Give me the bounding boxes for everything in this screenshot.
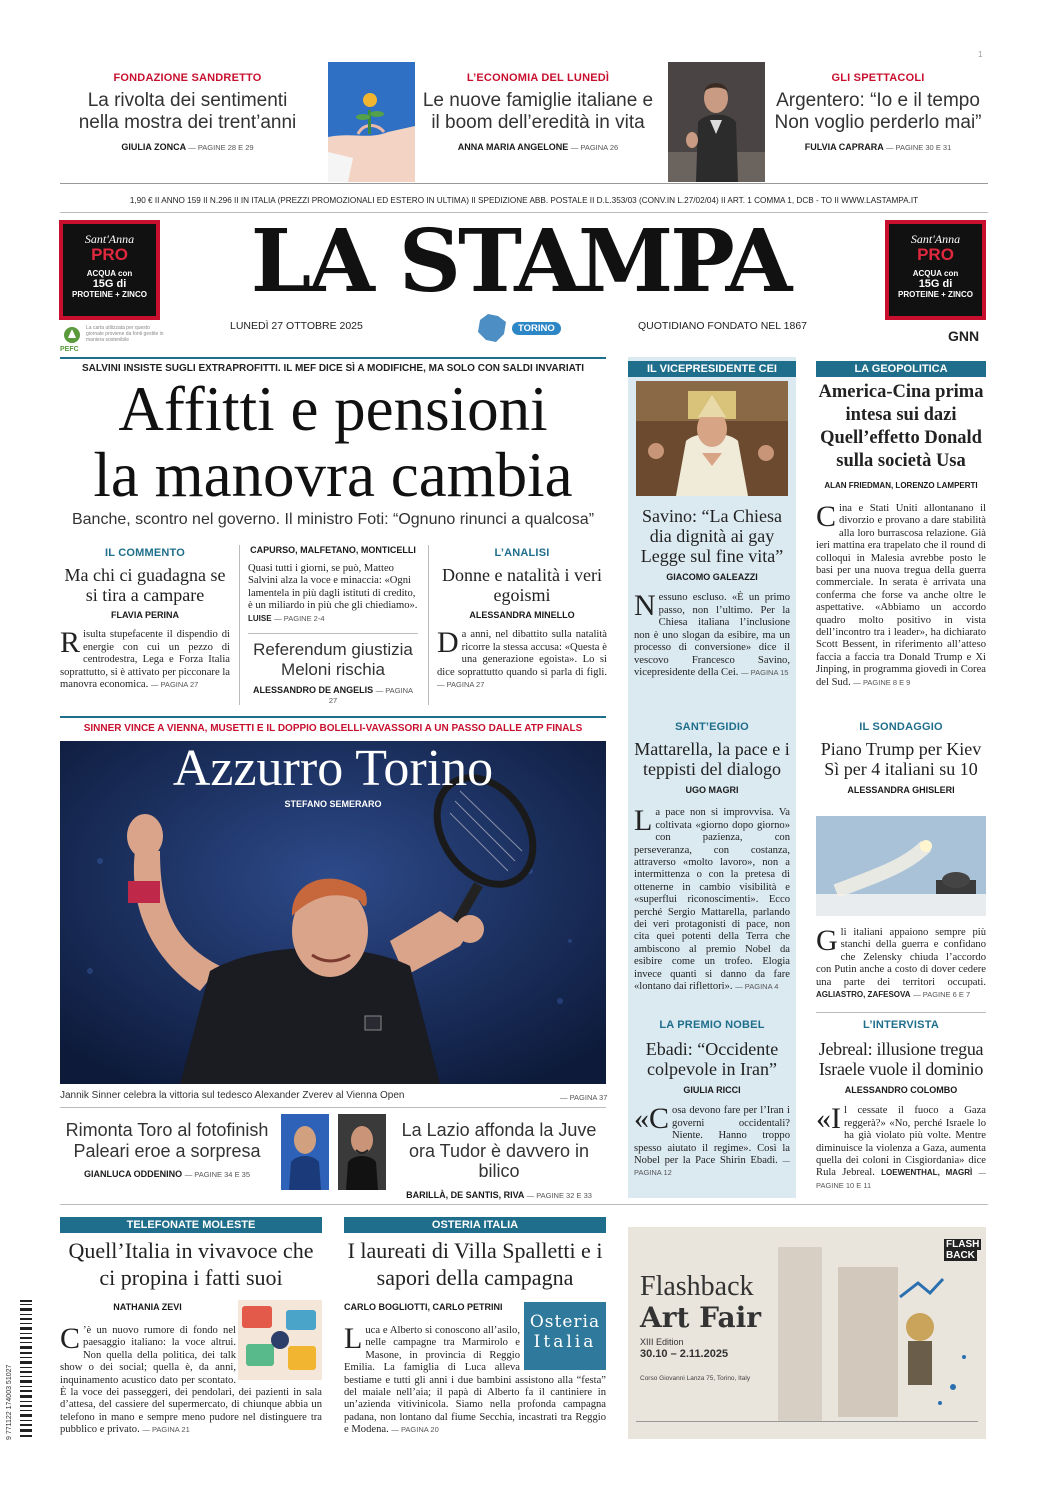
barcode-number: 9 771122 174003 51027 (6, 1364, 13, 1440)
cei-body: Nessuno escluso. «È un primo passo, non l’ultimo. Per la Chiesa italiana l’inclusione non è uno slogan da esibire, ma un processo di conversione» dice il vescovo Francesco Savino, vicepresidente della Cei. — PAGINA 15 (634, 589, 790, 678)
drop-cap: C (816, 500, 837, 533)
geo-story[interactable] (816, 381, 986, 689)
intervista-kicker: L’INTERVISTA (863, 1019, 939, 1031)
flashback-ad[interactable] (628, 1227, 986, 1439)
sondaggio-kicker: IL SONDAGGIO (859, 721, 943, 733)
gnn-logo: GNN (948, 328, 980, 344)
divider (248, 633, 418, 634)
geo-byline: ALAN FRIEDMAN, LORENZO LAMPERTI (824, 481, 978, 490)
egidio-byline: UGO MAGRI (685, 785, 739, 796)
ad-line1: ACQUA con (86, 269, 133, 278)
promo-center-kicker: L’ECONOMIA DEL LUNEDÌ (466, 72, 610, 84)
cei-byline: GIACOMO GALEAZZI (666, 572, 758, 583)
geo-title: America-Cina prima intesa sui dazi Quell’effetto Donald sulla società Usa (818, 382, 984, 471)
sport-byline: STEFANO SEMERARO (284, 799, 382, 809)
drop-cap: N (634, 589, 656, 623)
intervista-body: «Il cessate il fuoco a Gaza reggerà?» «No, perché Israele lo ha già violato più volte. Mentre diminuisce la violenza a Gaza, aumenta quella dei coloni in Cisgiordania» dice Rula Jebreal. LOEWENTHAL, MAGRÌ — PAGINE 10 E 11 (816, 1102, 986, 1190)
osteria-logo-line1: Osteria (529, 1312, 601, 1332)
col-divider (428, 545, 429, 705)
center-byline: CAPURSO, MALFETANO, MONTICELLI (250, 545, 416, 555)
analisi-byline: ALESSANDRA MINELLO (469, 610, 575, 621)
juve-byline: BARILLÀ, DE SANTIS, RIVA — PAGINE 32 E 33 (406, 1190, 592, 1201)
savino-photo[interactable] (636, 381, 788, 496)
analisi-body: Da anni, nel dibattito sulla natalità ricorre la stessa accusa: «Questa è una generazione egoista». Lo si dice soprattutto quando si parla di figli. — PAGINA 27 (437, 626, 607, 689)
cei-story[interactable] (634, 506, 790, 679)
top-rule (60, 183, 988, 184)
analisi[interactable] (437, 547, 607, 691)
founded: QUOTIDIANO FONDATO NEL 1867 (638, 320, 808, 332)
commento-body: Risulta stupefacente il dispendio di energie con cui un pezzo di centrodestra, Lega e Forza Italia soprattutto, si è attivato per picconare la manovra economica. — PAGINA 27 (60, 626, 230, 690)
sondaggio-body-wrap (816, 924, 986, 1001)
intervista-story[interactable] (816, 1019, 986, 1192)
ad-line3: PROTEINE + ZINCO (72, 290, 147, 299)
promo-right-title: Argentero: “Io e il tempo Non voglio perderlo mai” (774, 90, 982, 133)
referendum-title[interactable]: Referendum giustizia Meloni rischia (253, 640, 413, 679)
flashback-address: Corso Giovanni Lanza 75, Torino, Italy (640, 1375, 751, 1382)
promo-center-byline: ANNA MARIA ANGELONE — PAGINA 26 (457, 141, 619, 152)
osteria-bar: OSTERIA ITALIA (344, 1217, 606, 1233)
promo-left-image (328, 62, 415, 182)
nobel-body: «Cosa devono fare per l’Iran i governi occidentali? Niente. Hanno troppo spesso aiutato il regime». Così la Nobel per la Pace Shirin Ebadi. — PAGINA 12 (634, 1102, 790, 1178)
drop-cap: D (437, 626, 459, 660)
intervista-byline: ALESSANDRO COLOMBO (844, 1085, 958, 1096)
flashback-logo-2: BACK (946, 1250, 975, 1261)
info-line: 1,90 € II ANNO 159 II N.296 II IN ITALIA (PREZZI PROMOZIONALI ED ESTERO IN ULTIMA) II SPEDIZIONE ABB. POSTALE II D.L.353/03 (CONV.IN L.27/02/04) II ART. 1 COMMA 1, DCB - TO II WWW.LASTAMPA.IT (129, 196, 919, 205)
sport-page: — PAGINA 37 (560, 1093, 608, 1102)
toro-byline: GIANLUCA ODDENINO — PAGINE 34 E 35 (84, 1169, 250, 1180)
divider (816, 1012, 986, 1013)
nobel-byline: GIULIA RICCI (683, 1085, 741, 1096)
egidio-body: La pace non si improvvisa. Va coltivata «giorno dopo giorno» con pazienza, con perseveranza, con costanza, attraverso «molto lavoro», non a intermittenza o con la pretesa di ottenerne in cambio visibilità e «superflui riconoscimenti». Ecco perché Sergio Mattarella, parlando dei veri protagonisti di pace, non cita quei potenti della Terra che ambiscono al premio Nobel da esibire come un trofeo. Elogia invece quanti si danno da fare «lontano dai riflettori». — PAGINA 4 (634, 804, 790, 992)
ad-left[interactable] (59, 220, 160, 320)
flashback-logo-1: FLASH (946, 1239, 980, 1250)
sondaggio-title: Piano Trump per Kiev Sì per 4 italiani su 10 (820, 739, 982, 780)
promo-left[interactable] (60, 72, 315, 152)
lead-rule (60, 357, 606, 359)
sondaggio-byline: ALESSANDRA GHISLERI (847, 785, 955, 796)
barcode (20, 1300, 32, 1440)
nobel-title: Ebadi: “Occidente colpevole in Iran” (645, 1039, 779, 1080)
sondaggio-body: Gli italiani appaiono sempre più stanchi della guerra e confidano che Zelensky chiuda l’accordo con Putin anche a costo di dover cedere una parte dei territori occupati. AGLIASTRO, ZAFESOVA — PAGINE 6 E 7 (816, 924, 986, 1000)
commento-kicker: IL COMMENTO (104, 547, 186, 559)
toro-title: Rimonta Toro al fotofinish Paleari eroe a sorpresa (65, 1120, 269, 1161)
ad-right[interactable] (885, 220, 986, 320)
juve-story[interactable] (392, 1120, 606, 1200)
paleari-photo (281, 1114, 329, 1190)
page-number: 1 (978, 50, 983, 59)
ad-brand: Sant'Anna (84, 232, 135, 246)
sport-caption: Jannik Sinner celebra la vittoria sul tedesco Alexander Zverev al Vienna Open (60, 1090, 405, 1101)
telefonate-body-wrap (60, 1322, 322, 1437)
commento[interactable] (60, 547, 230, 691)
lead-title-2[interactable]: la manovra cambia (93, 440, 573, 510)
flashback-title-1: Flashback (640, 1271, 754, 1302)
geo-bar: LA GEOPOLITICA (816, 361, 986, 377)
ad-pro: PRO (917, 245, 954, 264)
telefonate-body: C ’è un nuovo rumore di fondo nel paesaggio italiano: la voce altrui. Non quella della politica, dei talk show o dei social; quella è, da anni, inquinamento acustico dato per scontato. È la voce dei passeggeri, dei pendolari, dei pazienti in sala d’attesa, del cassiere del supermercato, di chiunque abbia un telefono in mano e sempre meno pudore nel distinguere tra pubblico e privato. — PAGINA 21 (60, 1322, 322, 1436)
commento-byline: FLAVIA PERINA (110, 610, 179, 621)
manovra-center[interactable] (248, 545, 418, 705)
nobel-story[interactable] (634, 1019, 790, 1180)
pefc-logo (60, 326, 84, 348)
promo-right-byline: FULVIA CAPRARA — PAGINE 30 E 31 (804, 141, 952, 152)
analisi-title: Donne e natalità i veri egoismi (442, 565, 602, 606)
egidio-title: Mattarella, la pace e i teppisti del dialogo (634, 739, 790, 780)
flashback-sponsors (636, 1421, 978, 1429)
egidio-kicker: SANT’EGIDIO (675, 721, 749, 733)
sondaggio-story[interactable] (816, 721, 986, 795)
promo-left-title: La rivolta dei sentimenti nella mostra dei trent’anni (78, 90, 297, 133)
drop-cap: L (634, 804, 653, 838)
osteria-logo-line2: Italia (533, 1332, 597, 1352)
drop-cap: L (344, 1322, 363, 1355)
ad-line3: PROTEINE + ZINCO (898, 290, 973, 299)
referendum-byline: ALESSANDRO DE ANGELIS — PAGINA 27 (252, 685, 414, 706)
promo-left-kicker: FONDAZIONE SANDRETTO (113, 72, 262, 84)
flashback-edition: XIII Edition (640, 1337, 684, 1347)
commento-title: Ma chi ci guadagna se si tira a campare (64, 565, 226, 606)
piemonte-map-icon (474, 312, 510, 346)
cei-bar: IL VICEPRESIDENTE CEI (628, 361, 796, 377)
sport-title[interactable]: Azzurro Torino (172, 740, 494, 797)
lead-subtitle: Banche, scontro nel governo. Il ministro Foti: “Ognuno rinunci a qualcosa” (71, 511, 595, 528)
drop-cap: R (60, 626, 81, 660)
geo-body: Cina e Stati Uniti allontanano il divorzio e provano a dare stabilità alla loro burrascosa relazione. Già ieri mattina era trapelato che il round di colloqui in Malesia avrebbe posto le basi per una nuova tregua della guerra commerciale. In serata è arrivata una conferma che forse va anche oltre le aspettative. «Abbiamo un accordo quadro molto positivo in vista dell’incontro tra i leader», ha dichiarato Scott Bessent, in riferimento all’atteso faccia a faccia tra Donald Trump e Xi Jinping, in programma giovedì in Corea del Sud. — PAGINE 8 E 9 (816, 500, 986, 688)
lead-title-1[interactable]: Affitti e pensioni (118, 374, 548, 444)
sport-rule (60, 716, 606, 718)
telefonate-title[interactable]: Quell’Italia in vivavoce che ci propina i fatti suoi (68, 1238, 314, 1290)
bottom-rule (60, 1204, 988, 1205)
intervista-title: Jebreal: illusione tregua Israele vuole il dominio (818, 1039, 984, 1080)
analisi-kicker: L’ANALISI (494, 547, 550, 559)
telefonate-bar: TELEFONATE MOLESTE (60, 1217, 322, 1233)
pefc-label: PEFC (60, 346, 79, 353)
promo-right-image (668, 62, 765, 182)
ad-line2: 15G di (918, 278, 953, 290)
masthead-title[interactable]: LA STAMPA (250, 211, 790, 312)
flashback-dates: 30.10 – 2.11.2025 (640, 1348, 729, 1360)
osteria-body: Luca e Alberto si conoscono all’asilo, nelle campagne tra Marmirolo e Masone, in provincia di Reggio Emilia. La famiglia di Luca alleva bestiame e tutti gli anni i due bambini assistono alla “festa” del maiale nell’aia; il papà di Alberto fa il cantiniere in un’azienda vitivinicola. Siamo nella profonda campagna padana, non lontano dal fiume Secchia, incastrati tra Reggio e Modena. — PAGINA 20 (344, 1322, 606, 1436)
date: LUNEDÌ 27 OTTOBRE 2025 (230, 320, 363, 332)
juve-title: La Lazio affonda la Juve ora Tudor è davvero in bilico (401, 1120, 597, 1182)
pefc-text: La carta utilizzata per questo giornale proviene da fonti gestite in maniera sostenibile (86, 325, 164, 343)
drop-cap: G (816, 924, 838, 957)
promo-right-kicker: GLI SPETTACOLI (831, 72, 925, 84)
promo-center[interactable] (420, 72, 656, 152)
egidio-story[interactable] (634, 721, 790, 993)
missile-photo (816, 816, 986, 916)
ad-brand: Sant'Anna (910, 232, 961, 246)
toro-story[interactable] (60, 1120, 274, 1179)
ad-line1: ACQUA con (912, 269, 959, 278)
lead-kicker: SALVINI INSISTE SUGLI EXTRAPROFITTI. IL MEF DICE SÌ A MODIFICHE, MA SOLO CON SALDI INVARIATI (81, 363, 585, 374)
col-divider (239, 545, 240, 705)
telefonate-byline: NATHANIA ZEVI (113, 1302, 182, 1312)
tudor-photo (338, 1114, 386, 1190)
promo-right[interactable] (768, 72, 988, 152)
divider (60, 1107, 606, 1108)
cei-title: Savino: “La Chiesa dia dignità ai gay Legge sul fine vita” (640, 506, 784, 567)
ad-pro: PRO (91, 245, 128, 264)
osteria-byline: CARLO BOGLIOTTI, CARLO PETRINI (344, 1302, 503, 1312)
city-badge[interactable]: TORINO (512, 322, 561, 335)
drop-cap: C (60, 1322, 81, 1355)
nobel-kicker: LA PREMIO NOBEL (659, 1019, 765, 1031)
promo-center-title: Le nuove famiglie italiane e il boom dell’eredità in vita (422, 90, 654, 133)
drop-cap: «C (634, 1102, 670, 1136)
osteria-title[interactable]: I laureati di Villa Spalletti e i sapori della campagna (347, 1238, 603, 1290)
promo-left-byline: GIULIA ZONCA — PAGINE 28 E 29 (121, 141, 254, 152)
drop-cap: «I (816, 1102, 841, 1136)
flashback-title-2: Art Fair (640, 1301, 762, 1334)
sport-kicker: SINNER VINCE A VIENNA, MUSETTI E IL DOPPIO BOLELLI-VAVASSORI A UN PASSO DALLE ATP FINALS (83, 723, 583, 734)
ad-line2: 15G di (92, 278, 127, 290)
center-body: Quasi tutti i giorni, se può, Matteo Salvini alza la voce e minaccia: «Ogni lamentela in più dagli istituti di credito, è un miliardo in più che gli chiediamo». LUISE — PAGINE 2-4 (248, 563, 418, 623)
